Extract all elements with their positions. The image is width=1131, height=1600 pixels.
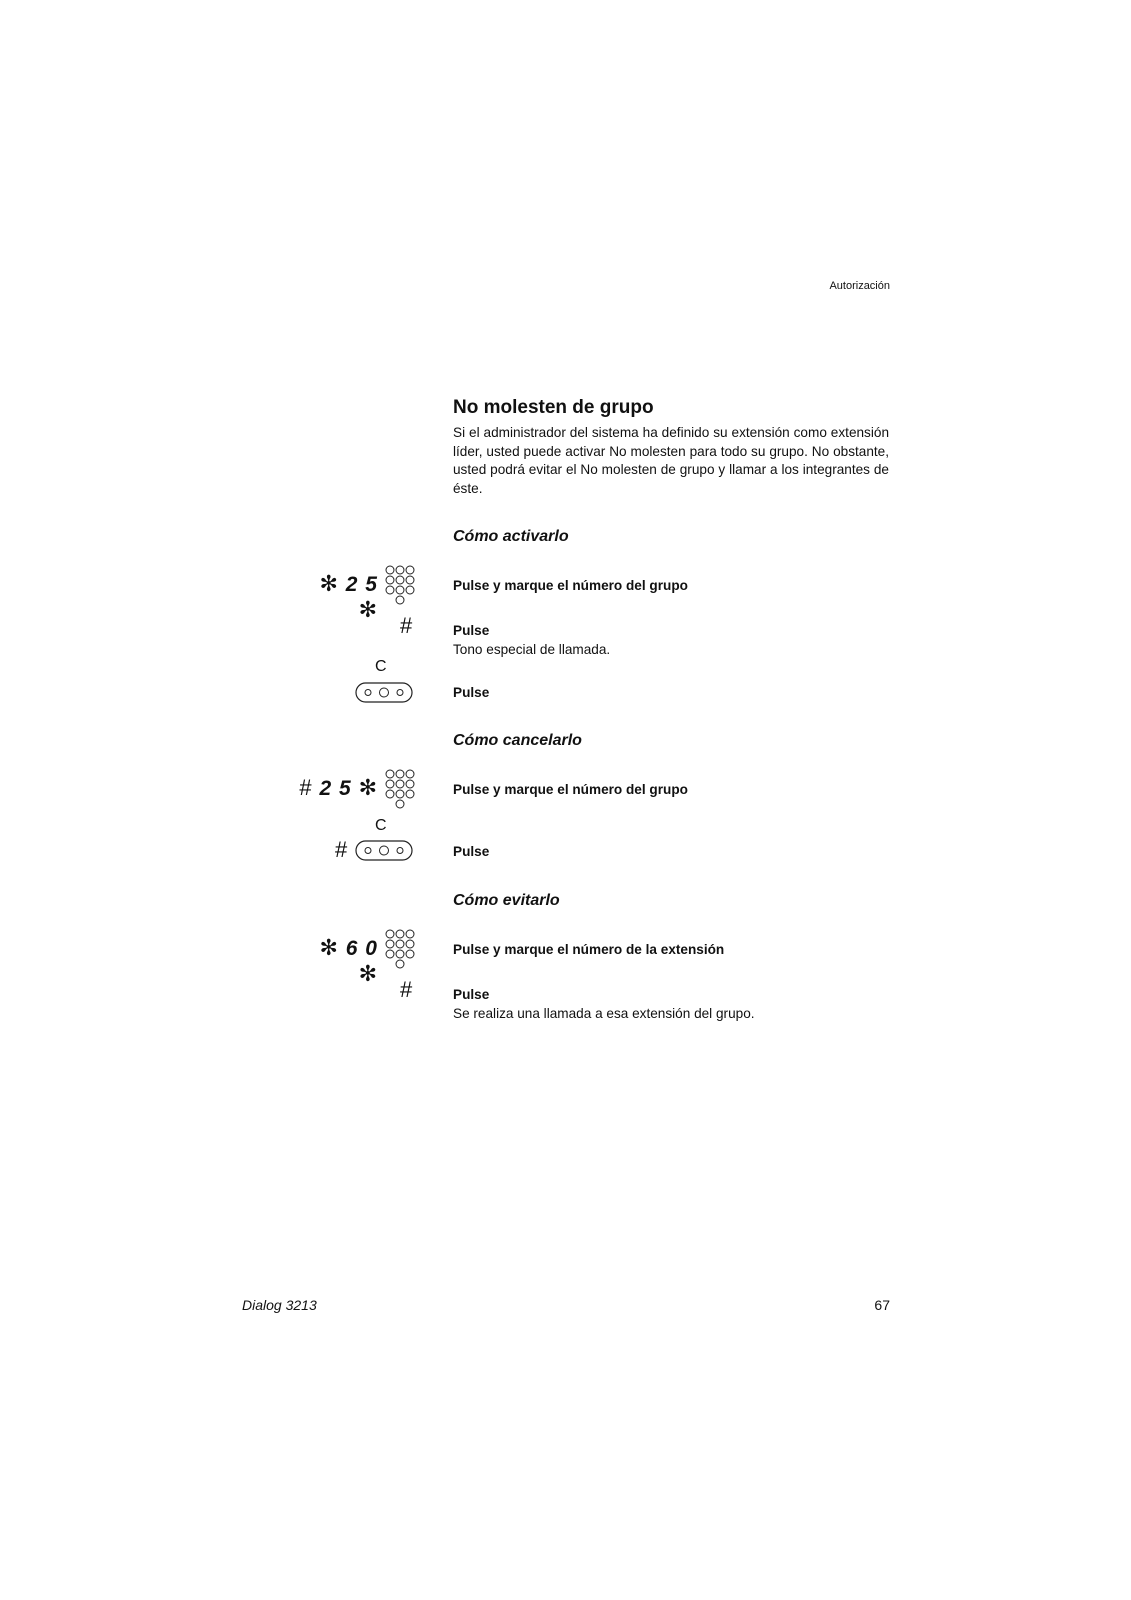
footer-product: Dialog 3213 — [242, 1297, 317, 1313]
instruction-activate-2: Pulse Tono especial de llamada. — [453, 623, 611, 657]
hash-key-icon: # — [335, 837, 348, 862]
code-digits: 6 0 — [345, 937, 378, 960]
heading-cancel: Cómo cancelarlo — [453, 732, 582, 749]
keypad-icon — [385, 769, 417, 811]
page-number: 67 — [874, 1297, 890, 1313]
intro-paragraph: Si el administrador del sistema ha definido su extensión como extensión líder, usted puede activar No molesten para todo su grupo. No obstante, usted podrá evitar el No molesten de grupo y llamar a los integrantes de éste. — [453, 425, 889, 496]
instruction-cancel-1: Pulse y marque el número del grupo — [453, 782, 688, 797]
hash-key-icon: # — [400, 977, 413, 1002]
hash-key-icon: # — [400, 613, 413, 638]
star-key-icon: ✻ — [319, 571, 339, 596]
code-activate — [298, 571, 378, 623]
page-title: No molesten de grupo — [453, 397, 654, 418]
running-header: Autorización — [829, 280, 890, 292]
code-digits: 2 5 — [345, 573, 378, 596]
instruction-bypass-2: Pulse Se realiza una llamada a esa extensión del grupo. — [453, 987, 755, 1021]
instruction-cancel-2: Pulse — [453, 844, 490, 859]
instruction-activate-1: Pulse y marque el número del grupo — [453, 578, 688, 593]
heading-activate: Cómo activarlo — [453, 528, 569, 545]
handset-icon — [355, 682, 415, 704]
star-key-icon: ✻ — [319, 935, 339, 960]
code-digits: 2 5 — [319, 777, 352, 800]
instruction-activate-3: Pulse — [453, 685, 490, 700]
clear-key-label: C — [375, 658, 387, 675]
code-cancel — [298, 775, 378, 801]
star-key-icon: ✻ — [358, 775, 378, 800]
instruction-bypass-1: Pulse y marque el número de la extensión — [453, 942, 725, 957]
handset-icon — [355, 840, 415, 862]
heading-bypass: Cómo evitarlo — [453, 892, 560, 909]
star-key-icon: ✻ — [358, 597, 378, 622]
keypad-icon — [385, 929, 417, 971]
clear-key-label: C — [375, 817, 387, 834]
keypad-icon — [385, 565, 417, 607]
code-bypass — [298, 935, 378, 987]
star-key-icon: ✻ — [358, 961, 378, 986]
hash-key-icon: # — [299, 775, 313, 800]
